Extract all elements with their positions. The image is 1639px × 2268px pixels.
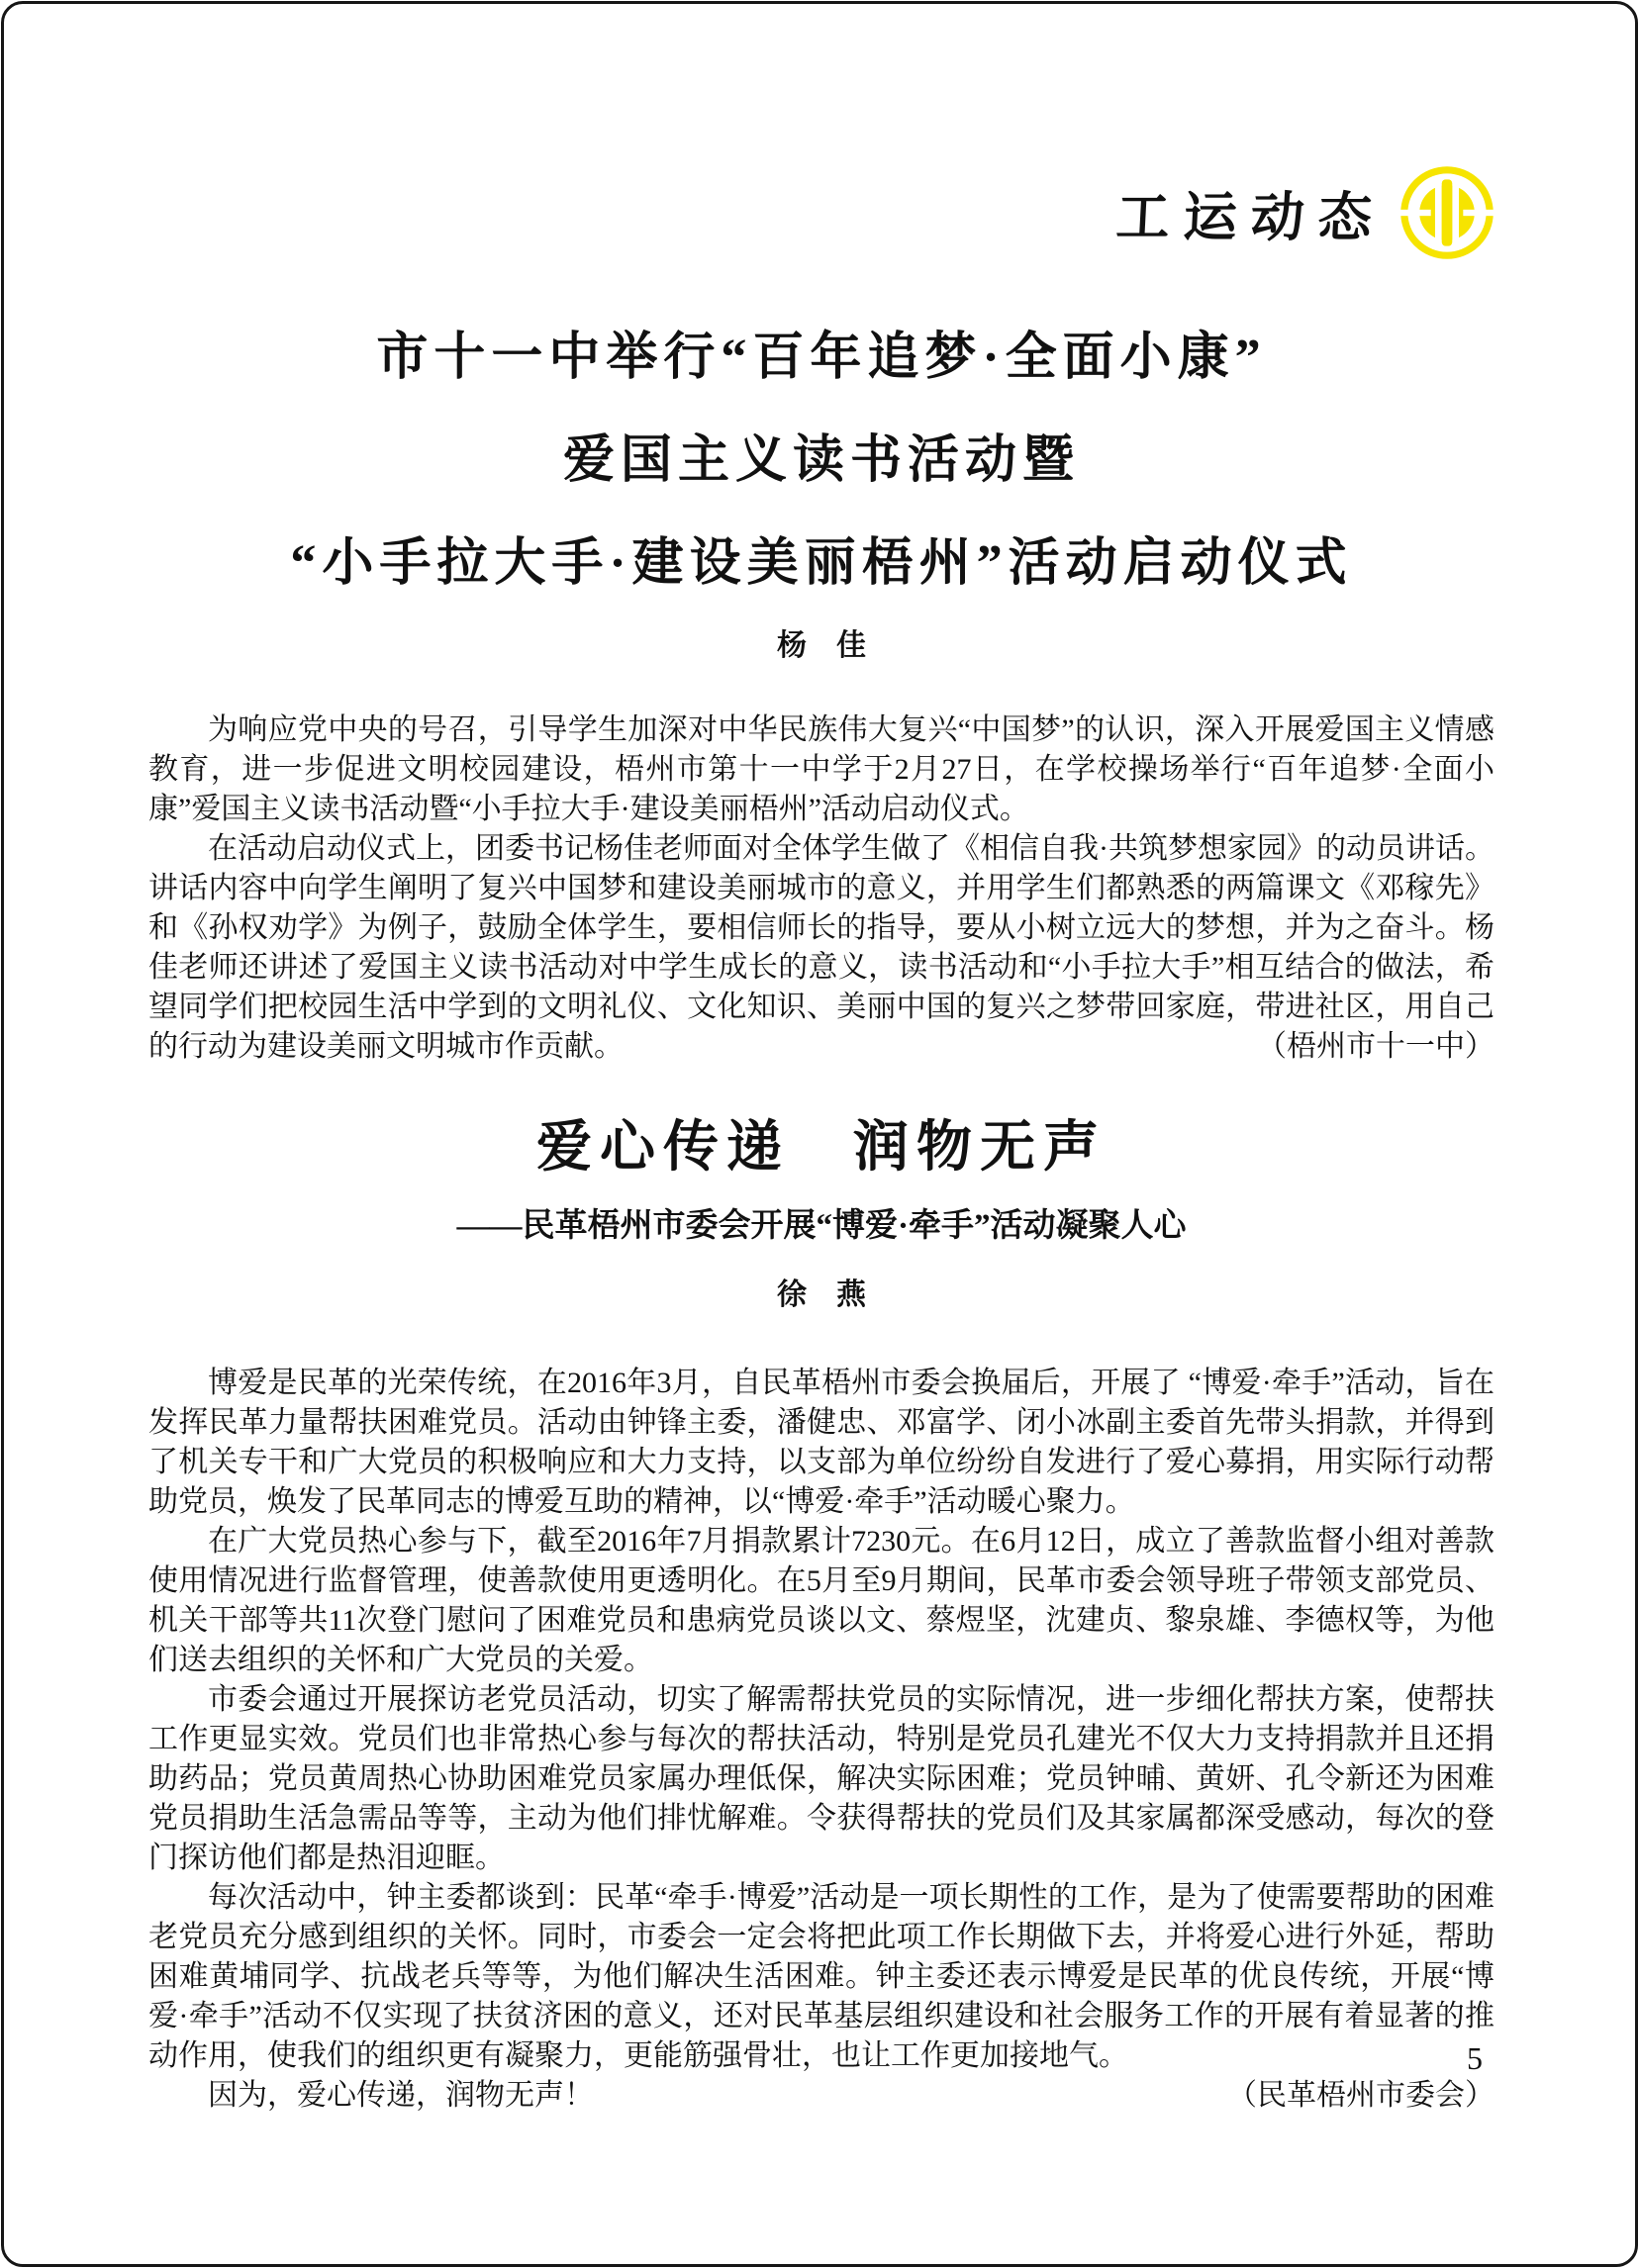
article2-closing-line — [148, 2076, 1494, 2116]
journal-header — [148, 164, 1494, 261]
article2-paragraph-4: 每次活动中，钟主委都谈到：民革“牵手·博爱”活动是一项长期性的工作，是为了使需要帮助的困难老党员充分感到组织的关怀。同时，市委会一定会将把此项工作长期做下去，并将爱心进行外延，帮助困难黄埔同学、抗战老兵等等，为他们解决生活困难。钟主委还表示博爱是民革的优良传统，开展“博爱·牵手”活动不仅实现了扶贫济困的意义，还对民革基层组织建设和社会服务工作的开展有着显著的推动作用，使我们的组织更有凝聚力，更能筋强骨壮，也让工作更加接地气。 — [148, 1881, 1494, 2072]
page-content — [0, 164, 1639, 2116]
union-logo-svg — [1399, 165, 1494, 260]
article2-body — [148, 1364, 1494, 2116]
article2-paragraph-1: 博爱是民革的光荣传统，在2016年3月，自民革梧州市委会换届后，开展了 “博爱·牵手”活动，旨在发挥民革力量帮扶困难党员。活动由钟锋主委，潘健忠、邓富学、闭小冰副主委首先带头捐款，并得到了机关专干和广大党员的积极响应和大力支持，以支部为单位纷纷自发进行了爱心募捐，用实际行动帮助党员，焕发了民革同志的博爱互助的精神，以“博爱·牵手”活动暖心聚力。 — [148, 1367, 1494, 1518]
article-2 — [148, 1112, 1494, 2116]
article2-paragraph-2: 在广大党员热心参与下，截至2016年7月捐款累计7230元。在6月12日，成立了善款监督小组对善款使用情况进行监督管理，使善款使用更透明化。在5月至9月期间，民革市委会领导班子带领支部党员、机关干部等共11次登门慰问了困难党员和患病党员谈以文、蔡煜坚，沈建贞、黎泉雄、李德权等，为他们送去组织的关怀和广大党员的关爱。 — [148, 1525, 1494, 1676]
article1-body — [148, 710, 1494, 1067]
article1-paragraph-1: 为响应党中央的号召，引导学生加深对中华民族伟大复兴“中国梦”的认识，深入开展爱国主义情感教育，进一步促进文明校园建设，梧州市第十一中学于2月27日，在学校操场举行“百年追梦·全面小康”爱国主义读书活动暨“小手拉大手·建设美丽梧州”活动启动仪式。 — [148, 713, 1494, 825]
article2-attribution: （民革梧州市委会） — [1227, 2079, 1494, 2112]
article1-title-line2: 爱国主义读书活动暨 — [562, 432, 1080, 489]
article2-subtitle: ——民革梧州市委会开展“博爱·牵手”活动凝聚人心 — [456, 1208, 1187, 1244]
journal-section-title: 工运动态 — [1114, 187, 1388, 247]
article1-paragraph-2 — [148, 829, 1494, 1067]
article1-attribution: （梧州市十一中） — [1257, 1030, 1494, 1063]
article-1 — [148, 307, 1494, 1067]
article1-title-line3: “小手拉大手·建设美丽梧州”活动启动仪式 — [290, 535, 1353, 592]
article2-title: 爱心传递 润物无声 — [536, 1117, 1107, 1179]
article1-paragraph-2-text: 在活动启动仪式上，团委书记杨佳老师面对全体学生做了《相信自我·共筑梦想家园》的动员讲话。讲话内容中向学生阐明了复兴中国梦和建设美丽城市的意义，并用学生们都熟悉的两篇课文《邓稼先》和《孙权劝学》为例子，鼓励全体学生，要相信师长的指导，要从小树立远大的梦想，并为之奋斗。杨佳老师还讲述了爱国主义读书活动对中学生成长的意义，读书活动和“小手拉大手”相互结合的做法，希望同学们把校园生活中学到的文明礼仪、文化知识、美丽中国的复兴之梦带回家庭，带进社区，用自己的行动为建设美丽文明城市作贡献。 — [148, 832, 1494, 1063]
article1-title-line1: 市十一中举行“百年追梦·全面小康” — [376, 330, 1267, 386]
article1-title — [148, 307, 1494, 615]
article1-author: 杨 佳 — [777, 629, 866, 662]
union-logo-icon — [1399, 165, 1494, 260]
article2-closing-text: 因为，爱心传递，润物无声！ — [208, 2079, 594, 2112]
page-number: 5 — [1467, 2040, 1483, 2076]
article2-paragraph-3: 市委会通过开展探访老党员活动，切实了解需帮扶党员的实际情况，进一步细化帮扶方案，使帮扶工作更显实效。党员们也非常热心参与每次的帮扶活动，特别是党员孔建光不仅大力支持捐款并且还捐助药品；党员黄周热心协助困难党员家属办理低保，解决实际困难；党员钟晡、黄妍、孔令新还为困难党员捐助生活急需品等等，主动为他们排忧解难。令获得帮扶的党员们及其家属都深受感动，每次的登门探访他们都是热泪迎眶。 — [148, 1683, 1494, 1874]
article2-author: 徐 燕 — [777, 1278, 866, 1311]
